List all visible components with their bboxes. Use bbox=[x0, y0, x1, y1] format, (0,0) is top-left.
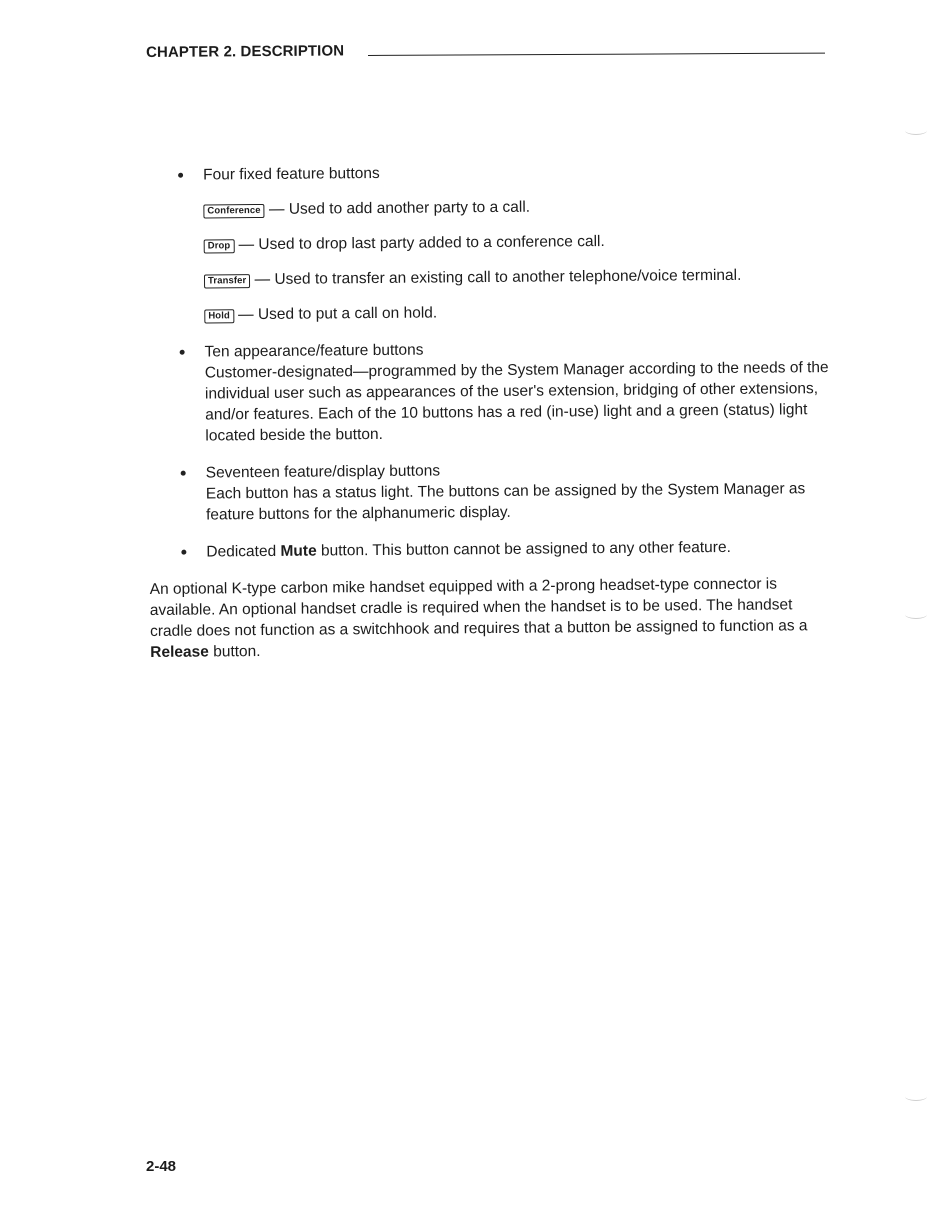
bullet-dot bbox=[181, 550, 186, 555]
drop-key-label: Drop bbox=[204, 239, 235, 253]
feature-description: — Used to add another party to a call. bbox=[268, 198, 531, 218]
bullet-dot bbox=[180, 350, 185, 355]
transfer-key-label: Transfer bbox=[204, 274, 250, 288]
mute-line bbox=[206, 536, 833, 562]
release-label: Release bbox=[150, 643, 209, 661]
bullet-fixed-feature-buttons bbox=[146, 159, 831, 326]
mute-label: Mute bbox=[280, 542, 317, 560]
bullet-mute-button bbox=[149, 536, 833, 563]
margin-mark bbox=[905, 1092, 927, 1101]
closing-suffix: button. bbox=[208, 643, 261, 661]
bullet-display-buttons bbox=[149, 457, 834, 526]
header-rule bbox=[368, 53, 825, 56]
bullet-appearance-buttons bbox=[148, 336, 833, 447]
bullet-title: Four fixed feature buttons bbox=[203, 164, 380, 184]
feature-conference bbox=[203, 194, 830, 220]
feature-hold bbox=[204, 299, 831, 325]
closing-paragraph bbox=[150, 573, 835, 663]
bullet-description: Each button has a status light. The buttons can be assigned by the System Manager as feature buttons for the alphanumeric display. bbox=[205, 480, 806, 524]
feature-description: — Used to drop last party added to a conference call. bbox=[238, 232, 605, 254]
hold-key-label: Hold bbox=[204, 309, 234, 323]
bullet-description: Customer-designated—programmed by the System Manager according to the needs of the individual user such as appearances of the user's extension, bridging of other extensions, and/or features. Each of the 10 buttons has a red (in-use) light and a green (status) light located beside the button. bbox=[204, 359, 829, 445]
feature-transfer bbox=[204, 264, 831, 290]
bullet-title: Seventeen feature/display buttons bbox=[205, 462, 441, 482]
page-number: 2-48 bbox=[146, 1158, 177, 1175]
conference-key-label: Conference bbox=[203, 204, 264, 219]
bullet-dot bbox=[178, 173, 183, 178]
feature-description: — Used to transfer an existing call to another telephone/voice terminal. bbox=[254, 266, 742, 289]
closing-text: An optional K-type carbon mike handset equipped with a 2-prong headset-type connector is available. An optional handset cradle is required when the handset is to be used. The handset cradle does not function as a switchhook and requires that a button be assigned to function as a bbox=[149, 575, 808, 640]
bullet-title: Ten appearance/feature buttons bbox=[204, 341, 424, 361]
feature-description: — Used to put a call on hold. bbox=[238, 304, 438, 324]
mute-suffix: button. This button cannot be assigned to any other feature. bbox=[316, 538, 731, 560]
page-content bbox=[146, 159, 834, 663]
margin-mark bbox=[905, 610, 927, 619]
feature-drop bbox=[204, 229, 831, 255]
chapter-header: CHAPTER 2. DESCRIPTION bbox=[146, 42, 345, 61]
margin-mark bbox=[905, 126, 927, 135]
bullet-dot bbox=[181, 471, 186, 476]
mute-prefix: Dedicated bbox=[206, 542, 281, 561]
